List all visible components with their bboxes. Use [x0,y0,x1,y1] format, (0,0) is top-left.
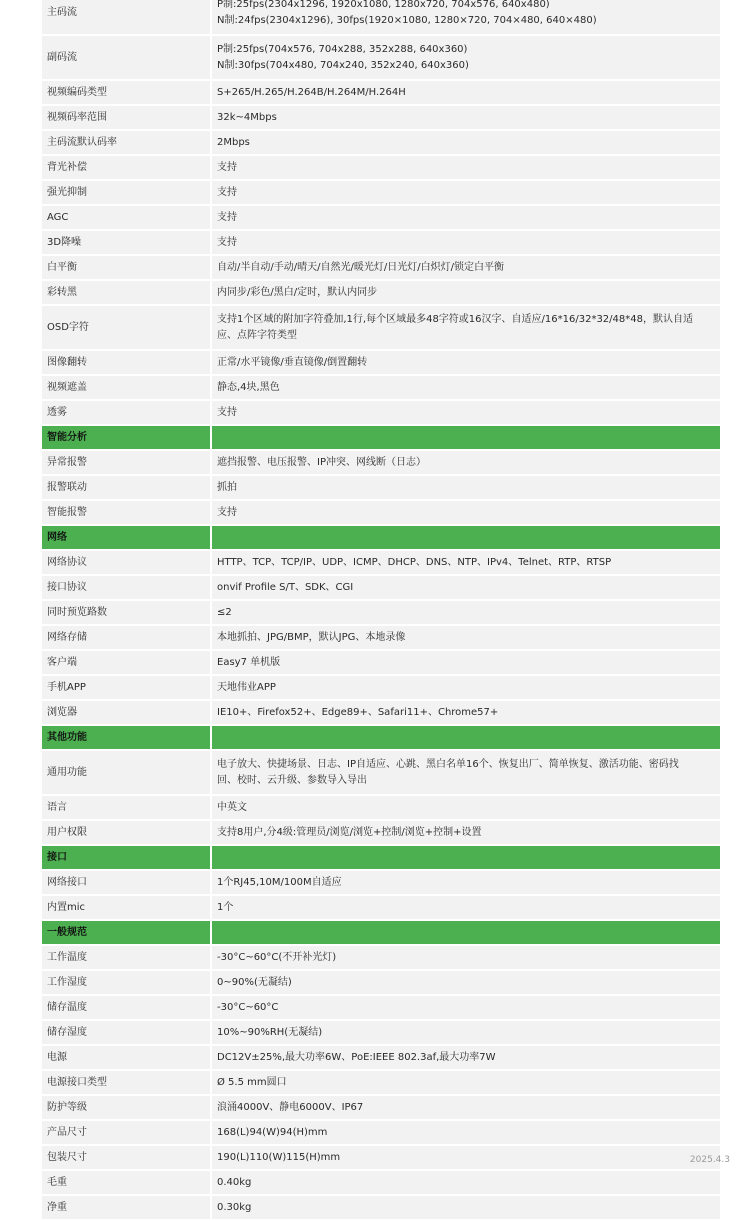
spec-value-line: 190(L)110(W)115(H)mm [217,1151,341,1163]
spec-value [212,726,720,751]
spec-row [42,651,720,676]
spec-label: 接口协议 [42,576,212,601]
spec-row [42,0,720,36]
spec-row [42,971,720,996]
spec-value [212,206,720,231]
spec-row [42,181,720,206]
spec-value-line: DC12V±25%,最大功率6W、PoE:IEEE 802.3af,最大功率7W [217,1051,496,1063]
spec-row [42,676,720,701]
spec-value-line: 10%~90%RH(无凝结) [217,1026,323,1038]
spec-label: 副码流 [42,36,212,81]
spec-value-line: Ø 5.5 mm圆口 [217,1076,287,1088]
spec-label: 语言 [42,796,212,821]
section-header-row [42,726,720,751]
spec-label: 净重 [42,1196,212,1221]
spec-label: 电源接口类型 [42,1071,212,1096]
spec-row [42,946,720,971]
spec-row [42,701,720,726]
spec-row [42,1121,720,1146]
spec-value [212,651,720,676]
spec-value-line: 浪涌4000V、静电6000V、IP67 [217,1101,364,1113]
spec-value-line: 自动/半自动/手动/晴天/自然光/暖光灯/日光灯/白炽灯/锁定白平衡 [217,261,504,273]
spec-value [212,476,720,501]
spec-value-line: onvif Profile S/T、SDK、CGI [217,581,354,593]
spec-value-line: 支持 [217,236,237,248]
spec-label: 客户端 [42,651,212,676]
spec-row [42,131,720,156]
spec-value-line: 支持 [217,161,237,173]
spec-value [212,526,720,551]
spec-value [212,846,720,871]
spec-value-line: -30°C~60°C [217,1001,279,1013]
spec-row [42,626,720,651]
spec-row [42,501,720,526]
spec-value [212,451,720,476]
spec-value [212,921,720,946]
spec-row [42,156,720,181]
spec-value-line: 支持 [217,211,237,223]
page-date: 2025.4.3 [689,1155,730,1165]
spec-value [212,131,720,156]
spec-value [212,1046,720,1071]
spec-value [212,796,720,821]
spec-value-line: 2Mbps [217,136,250,148]
spec-value-line: 支持 [217,506,237,518]
spec-value [212,81,720,106]
spec-label: 白平衡 [42,256,212,281]
spec-row [42,1071,720,1096]
spec-row [42,106,720,131]
spec-value-line: IE10+、Firefox52+、Edge89+、Safari11+、Chrome57+ [217,706,499,718]
spec-row [42,896,720,921]
spec-row [42,231,720,256]
spec-value-line: 支持1个区域的附加字符叠加,1行,每个区域最多48字符或16汉字、自适应/16*16/32*32/48*48，默认自适 [217,314,693,325]
spec-label: 异常报警 [42,451,212,476]
spec-value [212,821,720,846]
spec-value [212,376,720,401]
spec-label: 同时预览路数 [42,601,212,626]
spec-value [212,576,720,601]
spec-label: 工作温度 [42,946,212,971]
section-title: 接口 [42,846,212,871]
spec-label: 3D降噪 [42,231,212,256]
spec-value [212,626,720,651]
spec-value-line: 正常/水平镜像/垂直镜像/倒置翻转 [217,356,368,368]
spec-value-line: 支持 [217,186,237,198]
spec-row [42,551,720,576]
spec-label: 浏览器 [42,701,212,726]
spec-value [212,1196,720,1221]
spec-row [42,376,720,401]
spec-row [42,576,720,601]
spec-value-line: 32k~4Mbps [217,111,277,123]
spec-value-line: 1个 [217,901,234,913]
section-title: 智能分析 [42,426,212,451]
spec-value [212,1171,720,1196]
spec-value-line: 168(L)94(W)94(H)mm [217,1126,328,1138]
spec-row [42,751,720,796]
spec-value [212,996,720,1021]
spec-value [212,676,720,701]
spec-label: 强光抑制 [42,181,212,206]
spec-label: 智能报警 [42,501,212,526]
spec-label: 工作湿度 [42,971,212,996]
section-header-row [42,921,720,946]
spec-label: 网络接口 [42,871,212,896]
spec-value [212,1021,720,1046]
spec-value-line: 遮挡报警、电压报警、IP冲突、网线断（日志） [217,456,426,468]
spec-label: 储存温度 [42,996,212,1021]
spec-value [212,1121,720,1146]
spec-row [42,996,720,1021]
spec-row [42,1046,720,1071]
spec-row [42,601,720,626]
spec-value [212,306,720,351]
spec-value-line: 应、点阵字符类型 [217,329,297,341]
spec-label: 图像翻转 [42,351,212,376]
spec-label: 视频码率范围 [42,106,212,131]
section-header-row [42,526,720,551]
spec-row [42,451,720,476]
spec-label: 主码流 [42,0,212,36]
spec-value [212,1096,720,1121]
spec-row [42,36,720,81]
spec-value-line: 支持8用户,分4级:管理员/浏览/浏览+控制/浏览+控制+设置 [217,826,482,838]
spec-value-line: P制:25fps(2304x1296, 1920x1080, 1280x720, 704x576, 640x480) [217,0,550,10]
spec-row [42,256,720,281]
spec-value [212,601,720,626]
spec-row [42,821,720,846]
spec-row [42,1196,720,1221]
section-header-row [42,846,720,871]
spec-value-line: 中英文 [217,801,247,813]
spec-label: 手机APP [42,676,212,701]
spec-value [212,256,720,281]
spec-value [212,401,720,426]
spec-label: 透雾 [42,401,212,426]
spec-row [42,1096,720,1121]
spec-value-line: S+265/H.265/H.264B/H.264M/H.264H [217,86,406,98]
spec-row [42,206,720,231]
spec-value [212,426,720,451]
spec-row [42,476,720,501]
spec-value-line: 内同步/彩色/黑白/定时，默认内同步 [217,286,378,298]
spec-table [42,0,720,1221]
spec-value-line: 本地抓拍、JPG/BMP，默认JPG、本地录像 [217,631,406,643]
spec-value [212,946,720,971]
spec-label: 储存湿度 [42,1021,212,1046]
spec-value [212,751,720,796]
spec-value [212,181,720,206]
spec-row [42,871,720,896]
spec-value [212,156,720,181]
spec-label: 网络存储 [42,626,212,651]
spec-row [42,306,720,351]
spec-label: 视频编码类型 [42,81,212,106]
spec-row [42,401,720,426]
spec-row [42,81,720,106]
section-header-row [42,426,720,451]
spec-value-line: 电子放大、快捷场景、日志、IP自适应、心跳、黑白名单16个、恢复出厂、简单恢复、激活功能、密码找 [217,759,679,770]
section-title: 其他功能 [42,726,212,751]
spec-value [212,0,720,36]
spec-value [212,36,720,81]
spec-row [42,281,720,306]
spec-value-line: N制:30fps(704x480, 704x240, 352x240, 640x360) [217,59,469,71]
spec-label: AGC [42,206,212,231]
spec-value-line: 支持 [217,406,237,418]
spec-value [212,351,720,376]
section-title: 一般规范 [42,921,212,946]
spec-label: 防护等级 [42,1096,212,1121]
spec-value-line: 天地伟业APP [217,681,276,693]
spec-value [212,551,720,576]
spec-label: 通用功能 [42,751,212,796]
spec-value [212,231,720,256]
section-title: 网络 [42,526,212,551]
spec-row [42,1021,720,1046]
spec-value-line: HTTP、TCP、TCP/IP、UDP、ICMP、DHCP、DNS、NTP、IPv4、Telnet、RTP、RTSP [217,556,612,568]
spec-label: 报警联动 [42,476,212,501]
spec-value-line: P制:25fps(704x576, 704x288, 352x288, 640x360) [217,44,468,55]
spec-value-line: 0~90%(无凝结) [217,976,292,988]
spec-value-line: 静态,4块,黑色 [217,381,280,393]
spec-value [212,701,720,726]
spec-row [42,796,720,821]
spec-value-line: ≤2 [217,606,232,618]
spec-table-body [42,0,720,1221]
spec-value [212,106,720,131]
spec-value [212,1071,720,1096]
spec-label: 彩转黑 [42,281,212,306]
spec-label: 网络协议 [42,551,212,576]
spec-value [212,501,720,526]
spec-value-line: 0.30kg [217,1201,252,1213]
spec-value-line: N制:24fps(2304x1296), 30fps(1920×1080, 1280×720, 704×480, 640×480) [217,14,597,26]
spec-label: 内置mic [42,896,212,921]
spec-value [212,281,720,306]
spec-value-line: 0.40kg [217,1176,252,1188]
spec-value-line: Easy7 单机版 [217,656,281,668]
spec-value-line: 1个RJ45,10M/100M自适应 [217,876,342,888]
spec-value [212,971,720,996]
spec-label: OSD字符 [42,306,212,351]
spec-label: 产品尺寸 [42,1121,212,1146]
spec-label: 用户权限 [42,821,212,846]
spec-value [212,896,720,921]
spec-row [42,1171,720,1196]
spec-label: 视频遮盖 [42,376,212,401]
spec-label: 电源 [42,1046,212,1071]
spec-label: 毛重 [42,1171,212,1196]
spec-label: 背光补偿 [42,156,212,181]
spec-label: 主码流默认码率 [42,131,212,156]
spec-value-line: -30°C~60°C(不开补光灯) [217,951,337,963]
spec-value [212,871,720,896]
spec-label: 包装尺寸 [42,1146,212,1171]
spec-row [42,351,720,376]
spec-value-line: 回、校时、云升级、参数导入导出 [217,774,367,786]
spec-value-line: 抓拍 [217,481,237,493]
